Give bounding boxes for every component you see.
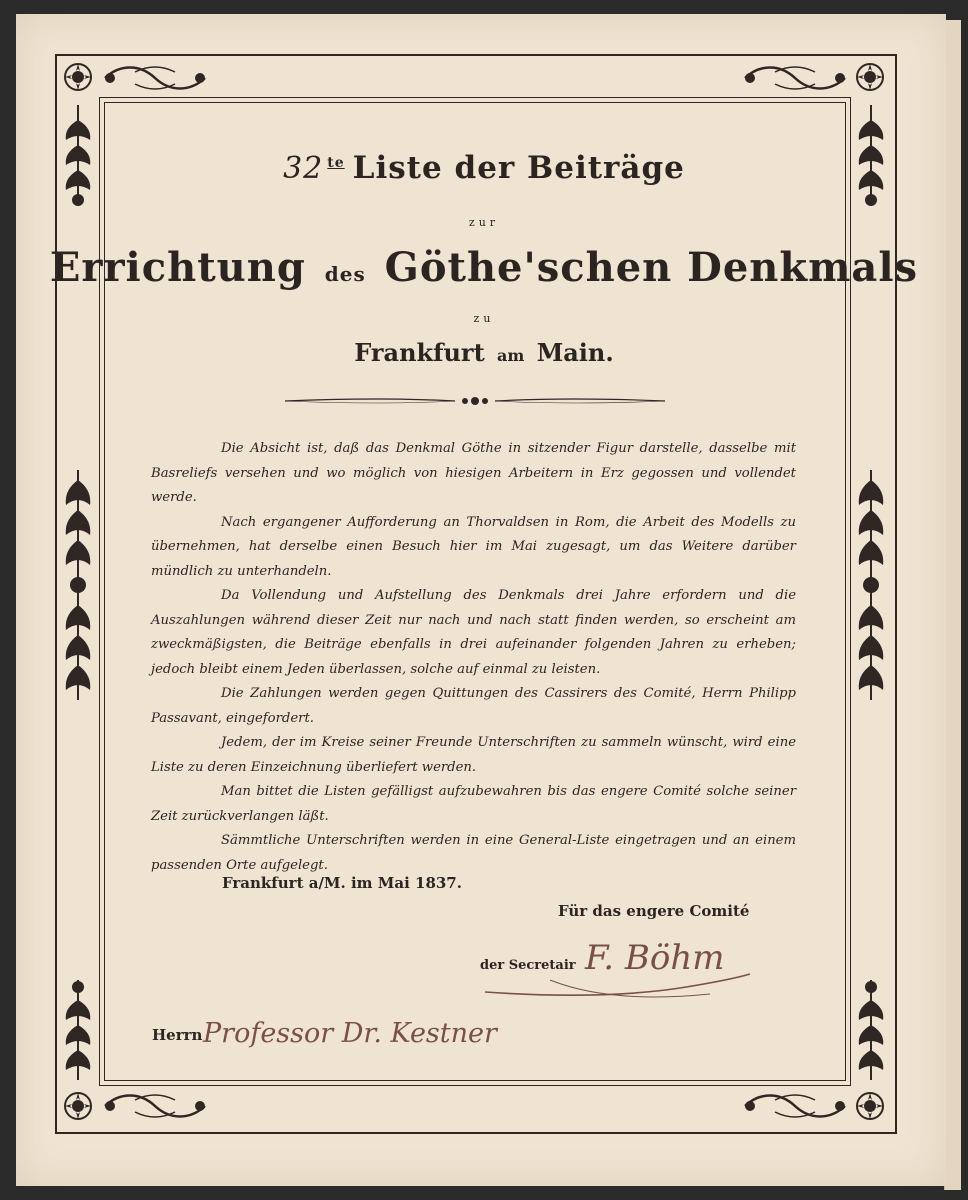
corner-ornament-icon <box>850 1086 890 1126</box>
list-title-text: Liste der Beiträge <box>352 150 685 186</box>
palmette-ornament-icon <box>60 975 96 1085</box>
main-title-part1: Errichtung <box>49 244 306 291</box>
list-number-suffix: te <box>327 154 345 171</box>
committee-line: Für das engere Comité <box>558 902 750 920</box>
palmette-ornament-icon <box>853 975 889 1085</box>
signature-flourish <box>480 970 760 1010</box>
main-title-part2: Göthe'schen Denkmals <box>384 244 919 291</box>
corner-ornament-icon <box>58 1086 98 1126</box>
date-line: Frankfurt a/M. im Mai 1837. <box>222 874 462 892</box>
recipient-label: Herrn <box>152 1026 203 1044</box>
scroll-ornament-icon <box>740 1090 850 1122</box>
scroll-ornament-icon <box>100 1090 210 1122</box>
paragraph: Sämmtliche Unterschriften werden in eine General-Liste eingetragen und an einem passenden Orte aufgelegt. <box>151 833 796 873</box>
palmette-ornament-icon <box>853 465 889 705</box>
secretary-label: der Secretair <box>480 958 576 973</box>
page-edge <box>944 20 961 1190</box>
paragraph: Die Zahlungen werden gegen Quittungen des Cassirers des Comité, Herrn Philipp Passavant, eingefordert. <box>151 686 796 726</box>
secretary-signature: F. Böhm <box>585 938 725 978</box>
main-title <box>0 244 968 291</box>
body-text <box>151 437 796 878</box>
city-title <box>0 338 968 367</box>
city-am: am <box>497 346 525 365</box>
paragraph: Die Absicht ist, daß das Denkmal Göthe in sitzender Figur darstelle, dasselbe mit Basreliefs versehen und wo möglich von hiesigen Arbeitern in Erz gegossen und vollendet werde. <box>151 441 796 505</box>
zu-text: zu <box>473 312 495 325</box>
corner-ornament-icon <box>850 57 890 97</box>
city-main: Main. <box>536 338 614 367</box>
list-number: 32 <box>283 151 324 186</box>
scroll-ornament-icon <box>740 62 850 94</box>
paragraph: Nach ergangener Aufforderung an Thorvaldsen in Rom, die Arbeit des Modells zu übernehmen, hat derselbe einen Besuch hier im Mai zugesagt, um das Weitere darüber mündlich zu unterhandeln. <box>151 514 796 579</box>
scroll-ornament-icon <box>100 62 210 94</box>
list-title <box>0 150 968 186</box>
palmette-ornament-icon <box>60 465 96 705</box>
corner-ornament-icon <box>58 57 98 97</box>
zur-text: zur <box>468 216 500 229</box>
city-name: Frankfurt <box>354 338 485 367</box>
divider-rule <box>285 394 665 408</box>
paragraph: Jedem, der im Kreise seiner Freunde Unterschriften zu sammeln wünscht, wird eine Liste zu deren Einzeichnung überliefert werden. <box>151 735 796 775</box>
paragraph: Man bittet die Listen gefälligst aufzubewahren bis das engere Comité solche seiner Zeit zurückverlangen läßt. <box>151 784 796 824</box>
main-title-des: des <box>324 262 366 286</box>
recipient-name: Professor Dr. Kestner <box>203 1018 497 1049</box>
paragraph: Da Vollendung und Aufstellung des Denkmals drei Jahre erfordern und die Auszahlungen während dieser Zeit nur nach und nach statt finden werden, so erscheint am zweckmäßigsten, die Beiträge ebenfalls in drei aufeinander folgenden Jahren zu erheben; jedoch bleibt einem Jeden überlassen, solche auf einmal zu leisten. <box>151 588 796 677</box>
